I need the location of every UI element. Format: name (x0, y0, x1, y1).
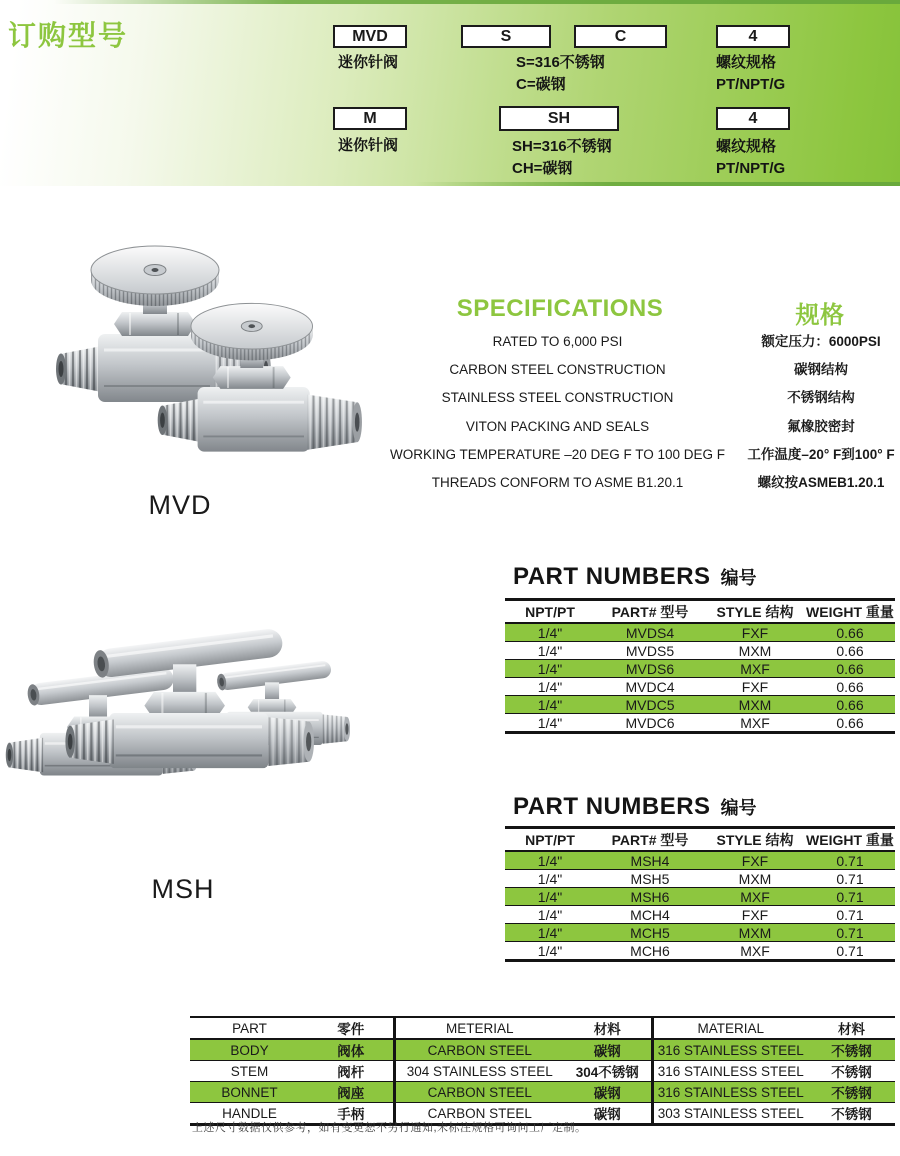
spec-line: 碳钢结构 (794, 362, 848, 378)
table-cell: 1/4" (505, 714, 595, 733)
table-row (505, 942, 895, 961)
order-box-thread-row2: 4 (716, 107, 790, 130)
mvd-product-label: MVD (148, 490, 212, 520)
table-cell: 不锈钢 (808, 1103, 895, 1125)
table-cell: 1/4" (505, 888, 595, 906)
table-cell: MXM (705, 870, 805, 888)
table-cell: 0.71 (805, 906, 895, 924)
table-row (505, 660, 895, 678)
table-cell: 1/4" (505, 906, 595, 924)
table-cell: STEM (190, 1061, 309, 1082)
order-note-model-m: 迷你针阀 (337, 137, 398, 154)
table-cell: 阀体 (309, 1039, 394, 1061)
table-cell: FXF (705, 623, 805, 642)
col-header: PART# 型号 (595, 600, 705, 624)
table-row (190, 1082, 895, 1103)
table-row (505, 851, 895, 870)
col-header: 材料 (564, 1017, 652, 1039)
table-cell: 0.71 (805, 924, 895, 942)
table-cell: MXF (705, 942, 805, 961)
table-cell: MSH6 (595, 888, 705, 906)
order-box-material-s: S (461, 25, 551, 48)
table-cell: BODY (190, 1039, 309, 1061)
table-cell: CARBON STEEL (394, 1039, 564, 1061)
table-cell: MXF (705, 714, 805, 733)
table-cell: 0.71 (805, 942, 895, 961)
table-cell: MVDC6 (595, 714, 705, 733)
col-header: 材料 (808, 1017, 895, 1039)
table-cell: MVDC4 (595, 678, 705, 696)
spec-line: STAINLESS STEEL CONSTRUCTION (441, 390, 674, 406)
table-cell: 316 STAINLESS STEEL (652, 1039, 808, 1061)
table-row (505, 696, 895, 714)
part-numbers-title-zh: 编号 (720, 798, 757, 818)
msh-product-label: MSH (151, 874, 215, 904)
table-cell: 304不锈钢 (564, 1061, 652, 1082)
footer-note: 上述尺寸数据仅供参考，如有变更恕不另行通知,未标注规格可询问工厂定制。 (192, 1122, 587, 1134)
table-cell: CARBON STEEL (394, 1103, 564, 1125)
col-header: STYLE 结构 (705, 828, 805, 852)
table-cell: 316 STAINLESS STEEL (652, 1061, 808, 1082)
table-cell: 碳钢 (564, 1039, 652, 1061)
table-cell: 手柄 (309, 1103, 394, 1125)
col-header: NPT/PT (505, 828, 595, 852)
table-cell: MXM (705, 924, 805, 942)
order-box-model-mvd: MVD (333, 25, 407, 48)
table-row (190, 1061, 895, 1082)
table-cell: FXF (705, 851, 805, 870)
order-note-material-row1 (516, 52, 605, 96)
table-cell: MCH6 (595, 942, 705, 961)
thread-types-label: PT/NPT/G (716, 76, 786, 93)
spec-line: 额定压力：6000PSI (761, 334, 881, 349)
table-cell: 0.66 (805, 660, 895, 678)
col-header: PART (190, 1017, 309, 1039)
table-cell: FXF (705, 906, 805, 924)
spec-line: 螺纹按ASMEB1.20.1 (757, 474, 885, 490)
table-cell: MVDS4 (595, 623, 705, 642)
table-cell: 不锈钢 (808, 1082, 895, 1103)
order-note-material-row2 (512, 136, 612, 180)
mvd-product-photo (48, 226, 378, 488)
table-cell: 不锈钢 (808, 1039, 895, 1061)
table-cell: 不锈钢 (808, 1061, 895, 1082)
materials-table (190, 1016, 895, 1126)
table-row (505, 642, 895, 660)
part-numbers-title-2 (513, 793, 757, 821)
table-row (190, 1039, 895, 1061)
ordering-banner (0, 0, 900, 186)
specifications-title-zh: 规格 (795, 302, 845, 329)
table-cell: MCH4 (595, 906, 705, 924)
table-cell: 1/4" (505, 623, 595, 642)
table-cell: MVDS6 (595, 660, 705, 678)
table-row (505, 888, 895, 906)
table-cell: HANDLE (190, 1103, 309, 1125)
spec-line: 氟橡胶密封 (787, 418, 855, 434)
table-cell: 1/4" (505, 678, 595, 696)
table-row (505, 924, 895, 942)
table-cell: 0.71 (805, 870, 895, 888)
spec-line: RATED TO 6,000 PSI (492, 334, 623, 349)
part-numbers-table-mvd (505, 598, 895, 734)
specifications-title-en: SPECIFICATIONS (456, 295, 664, 322)
table-cell: 阀座 (309, 1082, 394, 1103)
table-cell: BONNET (190, 1082, 309, 1103)
part-numbers-title-en: PART NUMBERS (513, 563, 711, 590)
part-numbers-title-1 (513, 563, 757, 591)
spec-line: 工作温度–20° F到100° F (747, 446, 895, 462)
table-cell: CARBON STEEL (394, 1082, 564, 1103)
col-header: WEIGHT 重量 (805, 600, 895, 624)
table-row (505, 870, 895, 888)
table-row (505, 623, 895, 642)
table-cell: MVDS5 (595, 642, 705, 660)
table-cell: 碳钢 (564, 1082, 652, 1103)
table-cell: 0.66 (805, 696, 895, 714)
col-header: 零件 (309, 1017, 394, 1039)
table-cell: 304 STAINLESS STEEL (394, 1061, 564, 1082)
thread-spec-label: 螺纹规格 (716, 54, 777, 71)
col-header: MATERIAL (652, 1017, 808, 1039)
table-cell: 1/4" (505, 870, 595, 888)
order-note-model-mvd: 迷你针阀 (337, 54, 398, 71)
table-cell: MCH5 (595, 924, 705, 942)
table-cell: 1/4" (505, 942, 595, 961)
table-cell: 1/4" (505, 924, 595, 942)
order-box-model-m: M (333, 107, 407, 130)
table-cell: 1/4" (505, 642, 595, 660)
thread-spec-label: 螺纹规格 (716, 138, 777, 155)
order-note-c: C=碳钢 (516, 76, 566, 93)
table-cell: 碳钢 (564, 1103, 652, 1125)
table-row (505, 678, 895, 696)
table-cell: 1/4" (505, 660, 595, 678)
table-cell: MSH4 (595, 851, 705, 870)
table-cell: 0.66 (805, 642, 895, 660)
spec-line: THREADS CONFORM TO ASME B1.20.1 (431, 474, 684, 490)
table-cell: MXF (705, 888, 805, 906)
thread-types-label: PT/NPT/G (716, 160, 786, 177)
part-numbers-title-zh: 编号 (720, 568, 757, 588)
order-box-thread-row1: 4 (716, 25, 790, 48)
table-cell: 303 STAINLESS STEEL (652, 1103, 808, 1125)
table-cell: MXM (705, 696, 805, 714)
table-cell: 0.66 (805, 714, 895, 733)
table-cell: 阀杆 (309, 1061, 394, 1082)
part-numbers-table-msh (505, 826, 895, 962)
table-cell: 316 STAINLESS STEEL (652, 1082, 808, 1103)
order-note-thread-row1 (716, 52, 785, 96)
table-cell: 0.66 (805, 623, 895, 642)
table-cell: 0.71 (805, 851, 895, 870)
table-cell: 1/4" (505, 696, 595, 714)
col-header: PART# 型号 (595, 828, 705, 852)
table-cell: MVDC5 (595, 696, 705, 714)
table-cell: 0.66 (805, 678, 895, 696)
order-note-thread-row2 (716, 136, 785, 180)
table-cell: MSH5 (595, 870, 705, 888)
order-note-ch: CH=碳钢 (512, 160, 573, 177)
specifications-list-en (385, 328, 730, 497)
order-box-material-sh: SH (499, 106, 619, 131)
part-numbers-title-en: PART NUMBERS (513, 793, 711, 820)
banner-title: 订购型号 (8, 20, 129, 51)
spec-line: WORKING TEMPERATURE –20 DEG F TO 100 DEG F (389, 446, 726, 462)
specifications-list-zh (732, 328, 900, 497)
order-box-material-c: C (574, 25, 667, 48)
table-header-row (505, 600, 895, 624)
spec-line: VITON PACKING AND SEALS (465, 418, 650, 434)
table-row (505, 714, 895, 733)
msh-product-photo (5, 612, 350, 874)
table-cell: 1/4" (505, 851, 595, 870)
table-row (505, 906, 895, 924)
col-header: WEIGHT 重量 (805, 828, 895, 852)
table-cell: MXF (705, 660, 805, 678)
order-note-sh: SH=316不锈钢 (512, 138, 612, 155)
spec-line: CARBON STEEL CONSTRUCTION (449, 362, 666, 378)
order-note-s: S=316不锈钢 (516, 54, 605, 71)
spec-line: 不锈钢结构 (787, 390, 855, 406)
col-header: STYLE 结构 (705, 600, 805, 624)
table-header-row (505, 828, 895, 852)
col-header: METERIAL (394, 1017, 564, 1039)
col-header: NPT/PT (505, 600, 595, 624)
table-cell: FXF (705, 678, 805, 696)
table-cell: 0.71 (805, 888, 895, 906)
table-cell: MXM (705, 642, 805, 660)
table-header-row (190, 1017, 895, 1039)
